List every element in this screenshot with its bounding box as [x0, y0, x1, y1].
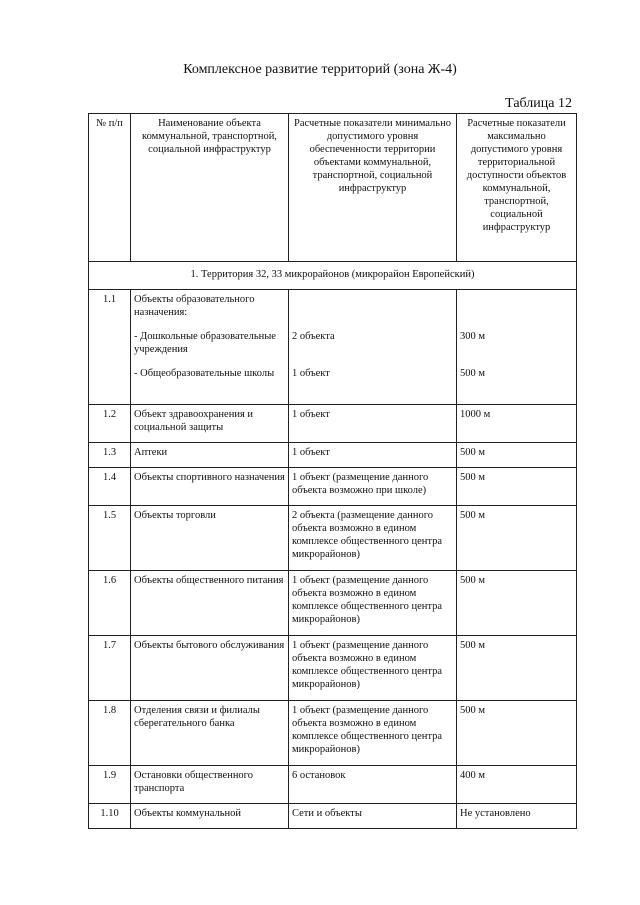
- table-row: [89, 804, 577, 829]
- row-subname: - Дошкольные образовательные учреждения: [134, 331, 276, 355]
- row-name: Остановки общественного транспорта: [131, 766, 289, 804]
- row-num: 1.4: [89, 468, 131, 506]
- row-max: 400 м: [457, 766, 577, 804]
- row-num: 1.5: [89, 506, 131, 571]
- section-title: 1. Территория 32, 33 микрорайонов (микрорайон Европейский): [89, 262, 577, 290]
- row-max: 1000 м: [457, 405, 577, 443]
- row-max: 500 м: [457, 571, 577, 636]
- row-sub-min: 2 объекта: [292, 331, 335, 342]
- row-name: Объект здравоохранения и социальной защиты: [131, 405, 289, 443]
- row-num: 1.3: [89, 443, 131, 468]
- indicators-table: [88, 113, 577, 829]
- row-sub-min: 1 объект: [292, 368, 330, 379]
- row-max: 500 м: [457, 701, 577, 766]
- row-min: 2 объекта (размещение данного объекта возможно в едином комплексе общественного центра микрорайонов): [289, 506, 457, 571]
- header-min-level: Расчетные показатели минимально допустимого уровня обеспеченности территории объектами коммунальной, транспортной, социальной инфраструктур: [289, 114, 457, 262]
- row-sub-max: 300 м: [460, 331, 486, 342]
- header-row: [89, 114, 577, 262]
- page-title: Комплексное развитие территорий (зона Ж-4): [183, 62, 457, 77]
- row-num: 1.9: [89, 766, 131, 804]
- row-min: 1 объект (размещение данного объекта возможно в едином комплексе общественного центра микрорайонов): [289, 636, 457, 701]
- row-max: [457, 290, 577, 405]
- row-min: 1 объект (размещение данного объекта возможно при школе): [289, 468, 457, 506]
- row-num: 1.2: [89, 405, 131, 443]
- row-num: 1.7: [89, 636, 131, 701]
- table-row: [89, 405, 577, 443]
- row-min: 6 остановок: [289, 766, 457, 804]
- row-num: 1.6: [89, 571, 131, 636]
- table-row: [89, 468, 577, 506]
- row-max: 500 м: [457, 468, 577, 506]
- row-name: Объекты спортивного назначения: [131, 468, 289, 506]
- row-max: 500 м: [457, 506, 577, 571]
- row-name: [131, 290, 289, 405]
- row-min: 1 объект: [289, 443, 457, 468]
- row-min: Сети и объекты: [289, 804, 457, 829]
- row-name: Аптеки: [131, 443, 289, 468]
- row-name: Объекты бытового обслуживания: [131, 636, 289, 701]
- row-name: Объекты коммунальной: [131, 804, 289, 829]
- row-max: 500 м: [457, 443, 577, 468]
- row-name: Объекты торговли: [131, 506, 289, 571]
- row-min: [289, 290, 457, 405]
- row-max: 500 м: [457, 636, 577, 701]
- row-name: Отделения связи и филиалы сберегательного банка: [131, 701, 289, 766]
- row-name-main: Объекты образовательного назначения:: [134, 294, 255, 318]
- row-num: 1.8: [89, 701, 131, 766]
- header-max-level: Расчетные показатели максимально допустимого уровня территориальной доступности объектов коммунальной, транспортной, социальной инфраструктур: [457, 114, 577, 262]
- row-num: 1.1: [89, 290, 131, 405]
- table-row: [89, 636, 577, 701]
- table-row: [89, 443, 577, 468]
- table-row: [89, 506, 577, 571]
- table-row: [89, 701, 577, 766]
- row-max: Не установлено: [457, 804, 577, 829]
- section-row: [89, 262, 577, 290]
- table-number: Таблица 12: [505, 96, 572, 111]
- row-min: 1 объект (размещение данного объекта возможно в едином комплексе общественного центра микрорайонов): [289, 701, 457, 766]
- row-min: 1 объект: [289, 405, 457, 443]
- table-row: [89, 571, 577, 636]
- row-min: 1 объект (размещение данного объекта возможно в едином комплексе общественного центра микрорайонов): [289, 571, 457, 636]
- header-object-name: Наименование объекта коммунальной, транспортной, социальной инфраструктур: [131, 114, 289, 262]
- row-sub-max: 500 м: [460, 368, 486, 379]
- row-subname: - Общеобразовательные школы: [134, 368, 275, 379]
- row-num: 1.10: [89, 804, 131, 829]
- table-row: [89, 766, 577, 804]
- table-row: [89, 290, 577, 405]
- header-num: № п/п: [89, 114, 131, 262]
- row-name: Объекты общественного питания: [131, 571, 289, 636]
